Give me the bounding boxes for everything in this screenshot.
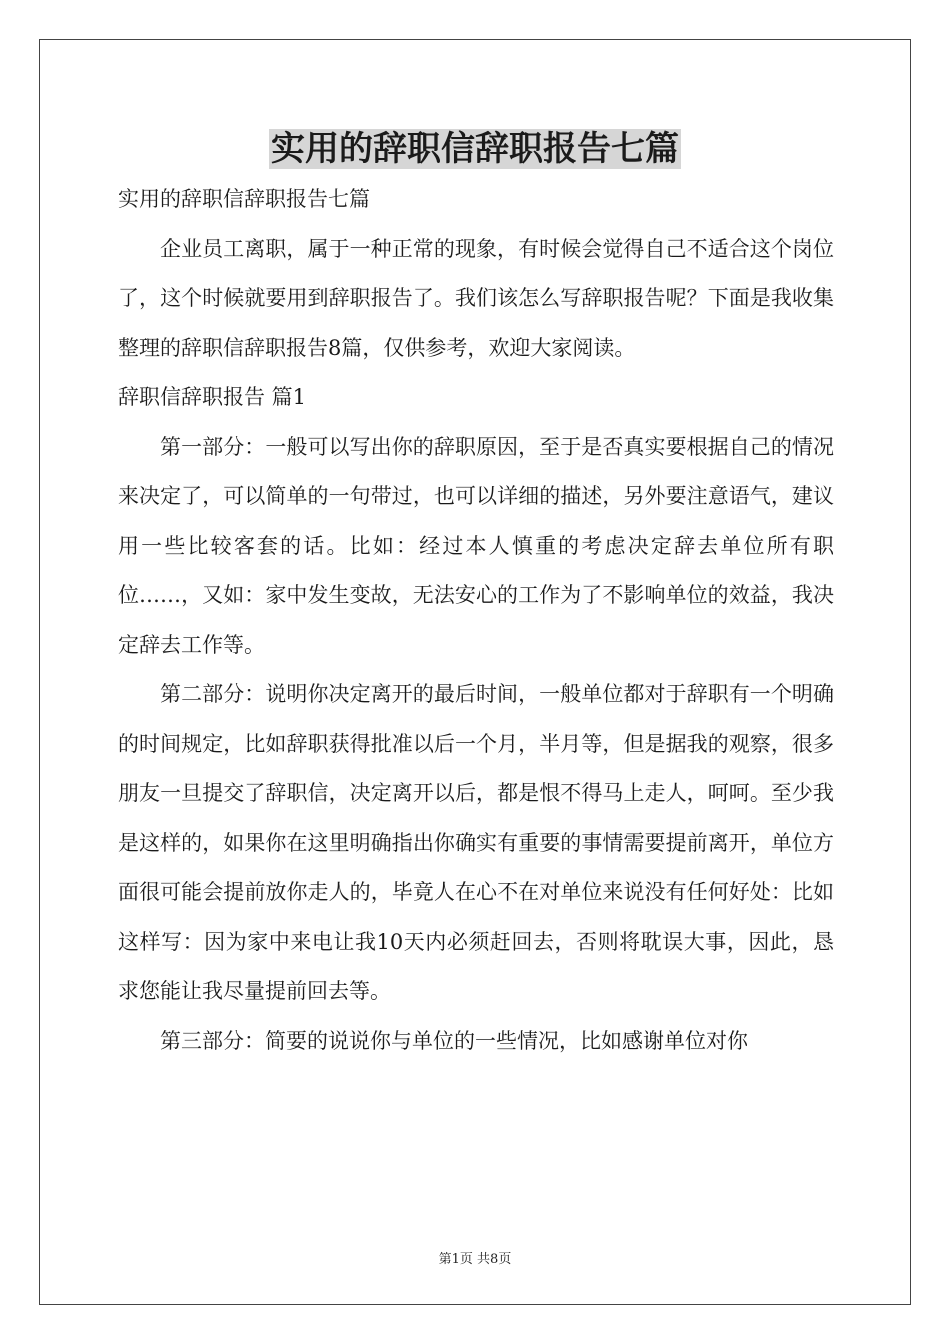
document-body [118,175,834,1066]
page-footer: 第1页 共8页 [438,1252,512,1267]
body-paragraph-2: 第二部分：说明你决定离开的最后时间，一般单位都对于辞职有一个明确的时间规定，比如辞职获得批准以后一个月，半月等，但是据我的观察，很多朋友一旦提交了辞职信，决定离开以后，都是恨不得马上走人，呵呵。至少我是这样的，如果你在这里明确指出你确实有重要的事情需要提前离开，单位方面很可能会提前放你走人的，毕竟人在心不在对单位来说没有任何好处：比如这样写：因为家中来电让我10天内必须赶回去，否则将耽误大事，因此，恳求您能让我尽量提前回去等。 [118,682,834,1003]
section-heading: 辞职信辞职报告 篇1 [118,385,307,409]
document-title [0,124,950,174]
document-subtitle: 实用的辞职信辞职报告七篇 [118,187,370,211]
body-paragraph-1: 第一部分：一般可以写出你的辞职原因，至于是否真实要根据自己的情况来决定了，可以简单的一句带过，也可以详细的描述，另外要注意语气，建议用一些比较客套的话。比如：经过本人慎重的考虑决定辞去单位所有职位……，又如：家中发生变故，无法安心的工作为了不影响单位的效益，我决定辞去工作等。 [118,434,834,657]
document-title-text: 实用的辞职信辞职报告七篇 [271,129,679,169]
body-paragraph-3: 第三部分：简要的说说你与单位的一些情况，比如感谢单位对你 [160,1028,748,1053]
intro-paragraph: 企业员工离职，属于一种正常的现象，有时候会觉得自己不适合这个岗位了，这个时候就要用到辞职报告了。我们该怎么写辞职报告呢？下面是我收集整理的辞职信辞职报告8篇，仅供参考，欢迎大家阅读。 [118,236,834,360]
